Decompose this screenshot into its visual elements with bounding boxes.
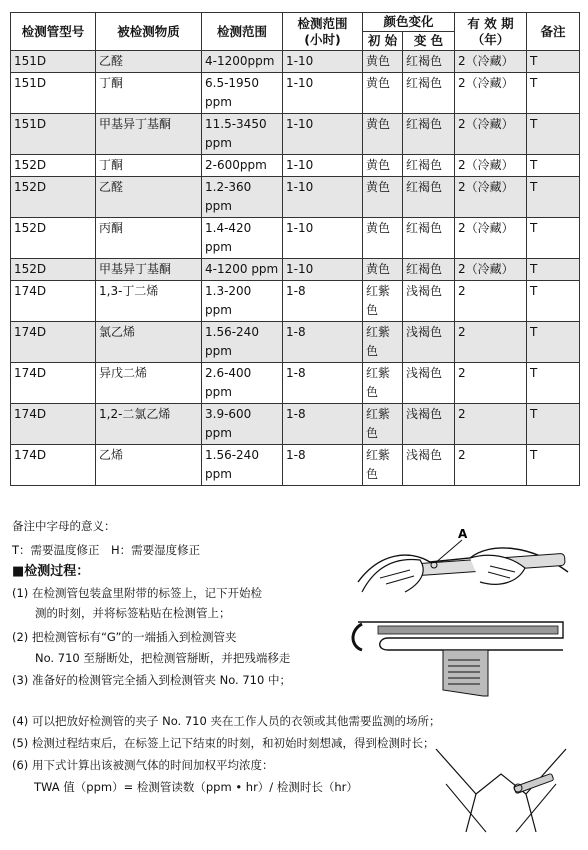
cell-validity: 2 bbox=[455, 281, 527, 322]
cell-validity: 2（冷藏） bbox=[455, 259, 527, 281]
cell-substance: 乙醛 bbox=[96, 177, 202, 218]
cell-remark: T bbox=[527, 281, 580, 322]
cell-range: 3.9-600 ppm bbox=[202, 404, 283, 445]
figure-label-a: A bbox=[458, 527, 468, 541]
cell-initial: 红紫色 bbox=[363, 404, 403, 445]
table-row bbox=[11, 259, 580, 281]
cell-substance: 甲基异丁基酮 bbox=[96, 114, 202, 155]
header-validity bbox=[455, 13, 527, 51]
table-row bbox=[11, 445, 580, 486]
cell-validity: 2（冷藏） bbox=[455, 155, 527, 177]
cell-model: 174D bbox=[11, 322, 96, 363]
cell-changed: 红褐色 bbox=[403, 218, 455, 259]
step-1b: 测的时刻，并将标签粘贴在检测管上； bbox=[12, 606, 231, 620]
cell-remark: T bbox=[527, 114, 580, 155]
cell-range: 1.4-420 ppm bbox=[202, 218, 283, 259]
cell-substance: 乙醛 bbox=[96, 51, 202, 73]
header-color-change: 颜色变化 bbox=[363, 13, 455, 32]
step-2b: No. 710 至掰断处，把检测管掰断，并把残端移走 bbox=[12, 651, 291, 665]
header-time-unit: (小时) bbox=[304, 31, 341, 47]
cell-time: 1-8 bbox=[283, 322, 363, 363]
cell-initial: 黄色 bbox=[363, 218, 403, 259]
cell-model: 152D bbox=[11, 177, 96, 218]
cell-model: 174D bbox=[11, 404, 96, 445]
legend-text: T：需要温度修正 H：需要湿度修正 bbox=[12, 543, 201, 557]
cell-substance: 1,3-丁二烯 bbox=[96, 281, 202, 322]
cell-substance: 氯乙烯 bbox=[96, 322, 202, 363]
cell-model: 174D bbox=[11, 281, 96, 322]
cell-initial: 红紫色 bbox=[363, 281, 403, 322]
hands-breaking-tube-illustration bbox=[350, 522, 575, 602]
cell-range: 6.5-1950 ppm bbox=[202, 73, 283, 114]
cell-model: 152D bbox=[11, 155, 96, 177]
cell-range: 2.6-400 ppm bbox=[202, 363, 283, 404]
table-row bbox=[11, 281, 580, 322]
header-validity-label: 有 效 期 bbox=[467, 15, 514, 31]
cell-initial: 红紫色 bbox=[363, 322, 403, 363]
cell-validity: 2 bbox=[455, 363, 527, 404]
cell-model: 152D bbox=[11, 218, 96, 259]
cell-validity: 2 bbox=[455, 404, 527, 445]
cell-initial: 红紫色 bbox=[363, 363, 403, 404]
cell-remark: T bbox=[527, 177, 580, 218]
procedure-title: ■检测过程： bbox=[12, 564, 90, 579]
legend-title: 备注中字母的意义： bbox=[12, 519, 116, 533]
header-remark: 备注 bbox=[527, 13, 580, 51]
table-row bbox=[11, 363, 580, 404]
cell-initial: 黄色 bbox=[363, 51, 403, 73]
cell-remark: T bbox=[527, 51, 580, 73]
cell-validity: 2 bbox=[455, 322, 527, 363]
cell-range: 1.56-240 ppm bbox=[202, 445, 283, 486]
header-validity-unit: （年） bbox=[471, 31, 510, 47]
cell-changed: 红褐色 bbox=[403, 259, 455, 281]
cell-model: 174D bbox=[11, 445, 96, 486]
cell-substance: 乙烯 bbox=[96, 445, 202, 486]
cell-changed: 浅褐色 bbox=[403, 322, 455, 363]
cell-model: 174D bbox=[11, 363, 96, 404]
cell-changed: 红褐色 bbox=[403, 155, 455, 177]
table-row bbox=[11, 218, 580, 259]
step-2a: (2) 把检测管标有“G”的一端插入到检测管夹 bbox=[12, 630, 237, 644]
cell-remark: T bbox=[527, 73, 580, 114]
cell-validity: 2 bbox=[455, 445, 527, 486]
cell-changed: 浅褐色 bbox=[403, 281, 455, 322]
cell-validity: 2（冷藏） bbox=[455, 51, 527, 73]
cell-model: 151D bbox=[11, 114, 96, 155]
cell-substance: 异戊二烯 bbox=[96, 363, 202, 404]
cell-model: 151D bbox=[11, 73, 96, 114]
cell-time: 1-10 bbox=[283, 259, 363, 281]
cell-remark: T bbox=[527, 155, 580, 177]
cell-model: 152D bbox=[11, 259, 96, 281]
tube-holder-illustration bbox=[348, 610, 573, 700]
cell-initial: 红紫色 bbox=[363, 445, 403, 486]
cell-time: 1-8 bbox=[283, 363, 363, 404]
cell-remark: T bbox=[527, 404, 580, 445]
cell-range: 11.5-3450 ppm bbox=[202, 114, 283, 155]
step-1a: (1) 在检测管包装盒里附带的标签上，记下开始检 bbox=[12, 586, 262, 600]
cell-changed: 红褐色 bbox=[403, 51, 455, 73]
cell-range: 1.3-200 ppm bbox=[202, 281, 283, 322]
cell-initial: 黄色 bbox=[363, 177, 403, 218]
cell-validity: 2（冷藏） bbox=[455, 73, 527, 114]
cell-time: 1-10 bbox=[283, 114, 363, 155]
cell-time: 1-10 bbox=[283, 73, 363, 114]
cell-range: 1.56-240 ppm bbox=[202, 322, 283, 363]
cell-range: 4-1200ppm bbox=[202, 51, 283, 73]
cell-substance: 甲基异丁基酮 bbox=[96, 259, 202, 281]
cell-changed: 浅褐色 bbox=[403, 445, 455, 486]
cell-substance: 丁酮 bbox=[96, 73, 202, 114]
cell-initial: 黄色 bbox=[363, 259, 403, 281]
table-row bbox=[11, 114, 580, 155]
cell-changed: 红褐色 bbox=[403, 114, 455, 155]
table-row bbox=[11, 51, 580, 73]
cell-changed: 浅褐色 bbox=[403, 363, 455, 404]
cell-initial: 黄色 bbox=[363, 73, 403, 114]
cell-substance: 丙酮 bbox=[96, 218, 202, 259]
cell-validity: 2（冷藏） bbox=[455, 218, 527, 259]
cell-remark: T bbox=[527, 363, 580, 404]
table-row bbox=[11, 155, 580, 177]
step-3: (3) 准备好的检测管完全插入到检测管夹 No. 710 中； bbox=[12, 673, 291, 687]
cell-range: 1.2-360 ppm bbox=[202, 177, 283, 218]
cell-substance: 1,2-二氯乙烯 bbox=[96, 404, 202, 445]
header-time-range-label: 检测范围 bbox=[297, 15, 348, 31]
cell-initial: 黄色 bbox=[363, 114, 403, 155]
step-4: (4) 可以把放好检测管的夹子 No. 710 夹在工作人员的衣领或其他需要监测的场所； bbox=[12, 714, 441, 728]
table-row bbox=[11, 322, 580, 363]
header-initial-color: 初 始 bbox=[363, 32, 403, 51]
table-row bbox=[11, 177, 580, 218]
cell-remark: T bbox=[527, 445, 580, 486]
cell-time: 1-8 bbox=[283, 445, 363, 486]
step-5: (5) 检测过程结束后，在标签上记下结束的时刻，和初始时刻想减，得到检测时长； bbox=[12, 736, 435, 750]
cell-model: 151D bbox=[11, 51, 96, 73]
cell-changed: 浅褐色 bbox=[403, 404, 455, 445]
cell-changed: 红褐色 bbox=[403, 73, 455, 114]
cell-remark: T bbox=[527, 322, 580, 363]
cell-substance: 丁酮 bbox=[96, 155, 202, 177]
cell-validity: 2（冷藏） bbox=[455, 114, 527, 155]
header-model: 检测管型号 bbox=[11, 13, 96, 51]
step-6: (6) 用下式计算出该被测气体的时间加权平均浓度： bbox=[12, 758, 274, 772]
twa-formula: TWA 值（ppm）= 检测管读数（ppm • hr）/ 检测时长（hr） bbox=[34, 780, 358, 794]
header-range: 检测范围 bbox=[202, 13, 283, 51]
cell-validity: 2（冷藏） bbox=[455, 177, 527, 218]
detector-tube-spec-table bbox=[10, 12, 580, 486]
cell-initial: 黄色 bbox=[363, 155, 403, 177]
cell-remark: T bbox=[527, 259, 580, 281]
cell-changed: 红褐色 bbox=[403, 177, 455, 218]
cell-time: 1-10 bbox=[283, 155, 363, 177]
header-time-range bbox=[283, 13, 363, 51]
cell-range: 4-1200 ppm bbox=[202, 259, 283, 281]
cell-time: 1-10 bbox=[283, 51, 363, 73]
cell-time: 1-8 bbox=[283, 281, 363, 322]
table-row bbox=[11, 73, 580, 114]
table-row bbox=[11, 404, 580, 445]
header-substance: 被检测物质 bbox=[96, 13, 202, 51]
cell-time: 1-10 bbox=[283, 218, 363, 259]
header-changed-color: 变 色 bbox=[403, 32, 455, 51]
holder-on-collar-illustration bbox=[426, 744, 576, 834]
cell-range: 2-600ppm bbox=[202, 155, 283, 177]
cell-time: 1-10 bbox=[283, 177, 363, 218]
cell-time: 1-8 bbox=[283, 404, 363, 445]
cell-remark: T bbox=[527, 218, 580, 259]
